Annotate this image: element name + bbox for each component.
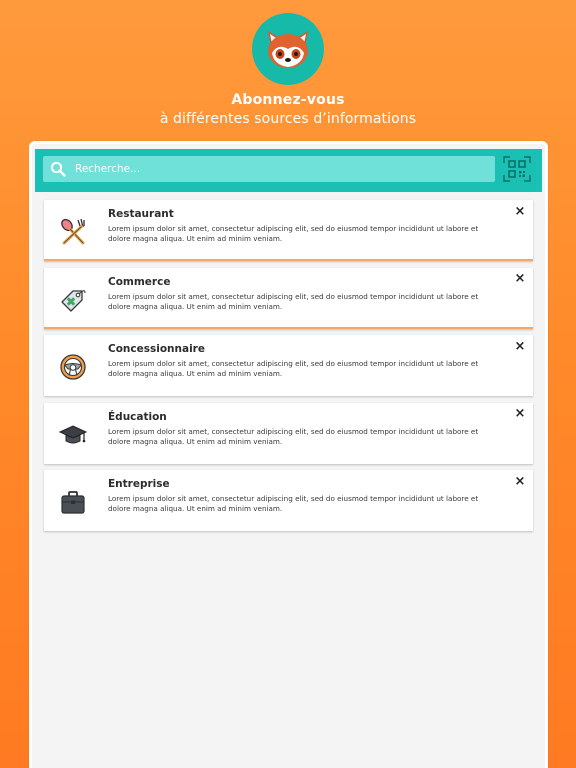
headline-title: Abonnez-vous	[231, 92, 345, 108]
category-title: Éducation	[108, 410, 167, 423]
category-description: Lorem ipsum dolor sit amet, consectetur adipiscing elit, sed do eiusmod tempor incididunt ut labore et dolore magna aliqua. Ut enim ad minim veniam.	[108, 494, 479, 513]
category-title: Concessionnaire	[108, 343, 205, 355]
category-card-education[interactable]	[44, 403, 533, 464]
category-description: Lorem ipsum dolor sit amet, consectetur adipiscing elit, sed do eiusmod tempor incididunt ut labore et dolore magna aliqua. Ut enim ad minim veniam.	[108, 426, 479, 446]
fork-spoon-icon	[57, 216, 89, 248]
qr-code-scan-icon	[503, 156, 531, 182]
headline-subtitle: à différentes sources d’informations	[159, 111, 417, 127]
search-field[interactable]	[43, 156, 495, 182]
close-icon[interactable]: ×	[514, 473, 526, 489]
category-card-commerce[interactable]	[44, 268, 533, 329]
category-title: Commerce	[108, 275, 171, 288]
app-logo	[252, 13, 324, 85]
category-title: Entreprise	[108, 478, 170, 490]
category-list	[44, 200, 533, 538]
content-panel	[29, 141, 548, 768]
category-description: Lorem ipsum dolor sit amet, consectetur adipiscing elit, sed do eiusmod tempor incididunt ut labore et dolore magna aliqua. Ut enim ad minim veniam.	[108, 291, 479, 311]
steering-wheel-icon	[57, 351, 89, 383]
close-icon[interactable]: ×	[514, 271, 526, 286]
graduation-cap-icon	[57, 419, 89, 451]
red-panda-logo-icon	[262, 27, 314, 71]
category-card-concessionnaire[interactable]	[44, 335, 533, 396]
briefcase-icon	[57, 486, 89, 518]
category-title: Restaurant	[108, 208, 174, 220]
category-card-restaurant[interactable]	[44, 200, 533, 261]
category-description: Lorem ipsum dolor sit amet, consectetur adipiscing elit, sed do eiusmod tempor incididunt ut labore et dolore magna aliqua. Ut enim ad minim veniam.	[108, 224, 479, 243]
close-icon[interactable]: ×	[514, 406, 526, 421]
close-icon[interactable]: ×	[514, 338, 526, 354]
search-icon	[50, 161, 66, 177]
category-description: Lorem ipsum dolor sit amet, consectetur adipiscing elit, sed do eiusmod tempor incididunt ut labore et dolore magna aliqua. Ut enim ad minim veniam.	[108, 359, 479, 378]
close-icon[interactable]: ×	[514, 203, 526, 219]
search-bar	[35, 149, 542, 192]
qr-scan-button[interactable]	[503, 156, 531, 182]
price-tag-icon	[57, 284, 89, 316]
search-input[interactable]	[75, 159, 475, 179]
category-card-entreprise[interactable]	[44, 470, 533, 531]
